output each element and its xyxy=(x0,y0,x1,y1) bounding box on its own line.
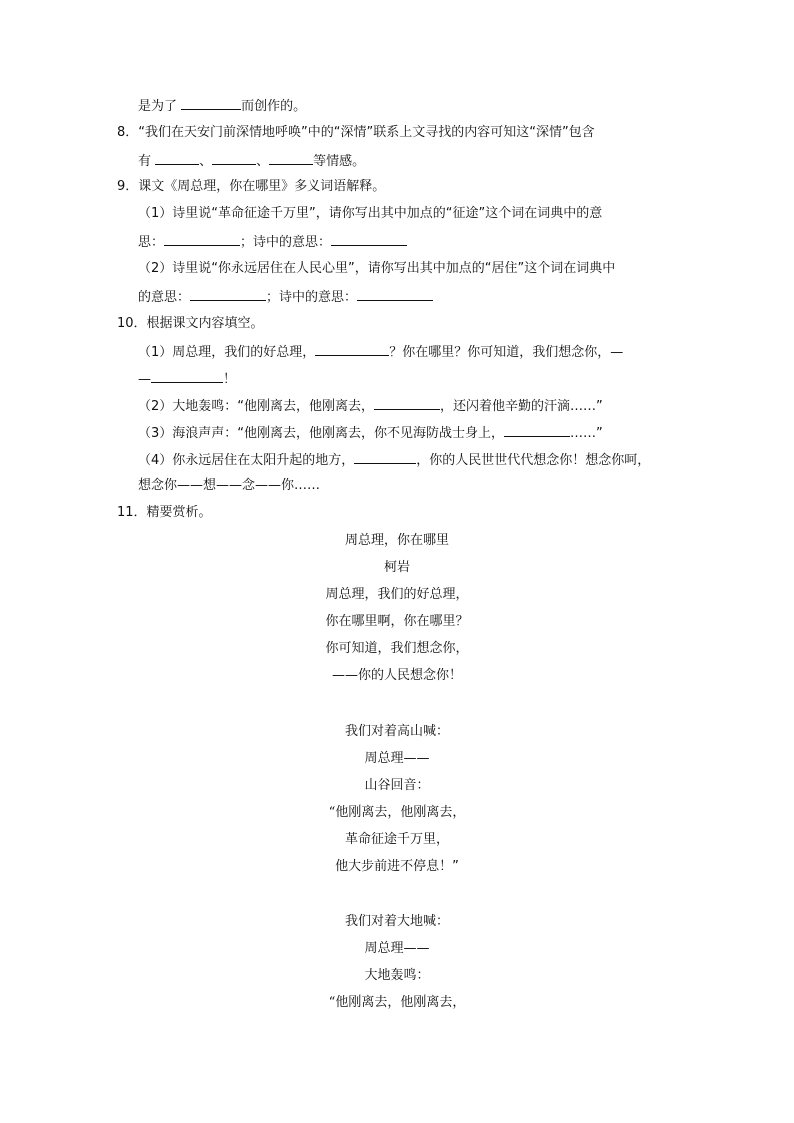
poem-line: 大地轰鸣： xyxy=(364,968,430,983)
poem-line: 你在哪里啊，你在哪里？ xyxy=(325,614,469,629)
poem-line: 革命征途千万里， xyxy=(344,832,449,847)
q10-p1-text-b: ？你在哪里？你可知道，我们想念你，— xyxy=(389,345,624,360)
poem-line: 周总理，我们的好总理， xyxy=(325,587,469,602)
q7-continuation xyxy=(138,96,306,115)
poem-line: 我们对着高山喊： xyxy=(344,724,449,739)
q10-p1-blank-2[interactable] xyxy=(151,369,223,383)
q9-part1-line2 xyxy=(138,232,407,251)
q10-part1-line2 xyxy=(138,369,236,388)
poem-line: 周总理—— xyxy=(364,941,430,956)
q9-p1-label-a: 思： xyxy=(138,235,165,250)
q10-p2-blank[interactable] xyxy=(374,396,440,410)
q10-p2-text-a: （2）大地轰鸣：“他刚离去，他刚离去， xyxy=(138,399,375,414)
q9-p2-label-b: ；诗中的意思： xyxy=(266,290,358,305)
q10-p4-text-a: （4）你永远居住在太阳升起的地方， xyxy=(138,453,355,468)
q10-part2 xyxy=(138,396,603,415)
q8-answer-blank-1[interactable] xyxy=(155,151,199,165)
poem-line: 他大步前进不停息！” xyxy=(335,859,459,874)
q10-p2-text-b: ，还闪着他辛勤的汗滴……” xyxy=(440,399,603,414)
q10-question: 10．根据课文内容填空。 xyxy=(117,316,264,331)
q8-answer-blank-3[interactable] xyxy=(269,151,313,165)
q9-p2-label-a: 的意思： xyxy=(138,290,191,305)
q9-part2-line1: （2）诗里说“你永远居住在人民心里”，请你写出其中加点的“居住”这个词在词典中 xyxy=(138,261,616,276)
q10-p4-text-b: ，你的人民世世代代想念你！想念你呵， xyxy=(416,453,651,468)
poem-line: 你可知道，我们想念你， xyxy=(325,641,469,656)
q11-question: 11．精要赏析。 xyxy=(117,505,212,520)
poem-line: “他刚离去，他刚离去， xyxy=(328,995,466,1010)
q8-sep-2: 、 xyxy=(256,154,270,169)
q9-part1-line1: （1）诗里说“革命征途千万里”，请你写出其中加点的“征途”这个词在词典中的意 xyxy=(138,206,603,221)
q10-part1-line1 xyxy=(138,342,623,361)
q9-p1-dictionary-blank[interactable] xyxy=(164,232,240,246)
q10-p3-text-a: （3）海浪声声：“他刚离去，他刚离去，你不见海防战士身上， xyxy=(138,426,505,441)
q7-text-b: 而创作的。 xyxy=(241,99,307,114)
poem-title: 周总理，你在哪里 xyxy=(344,533,449,548)
q9-p2-dictionary-blank[interactable] xyxy=(190,287,266,301)
q8-answer-blank-2[interactable] xyxy=(212,151,256,165)
q8-continuation xyxy=(138,151,365,170)
q8-text-end: 等情感。 xyxy=(313,154,366,169)
q8-question: 8．“我们在天安门前深情地呼唤”中的“深情”联系上文寻找的内容可知这“深情”包含 xyxy=(117,125,595,140)
q9-part2-line2 xyxy=(138,287,433,306)
poem-line: ——你的人民想念你！ xyxy=(331,668,462,683)
q7-text-a: 是为了 xyxy=(138,99,182,114)
q9-p1-label-b: ；诗中的意思： xyxy=(240,235,332,250)
q10-p1-text-c: — xyxy=(138,372,151,387)
poem-author: 柯岩 xyxy=(383,560,410,575)
q10-part4-line1 xyxy=(138,450,650,469)
q10-p3-text-b: ……” xyxy=(570,426,603,441)
poem-line: 周总理—— xyxy=(364,751,430,766)
q7-answer-blank[interactable] xyxy=(181,96,241,110)
q9-question: 9．课文《周总理，你在哪里》多义词语解释。 xyxy=(117,179,386,194)
q10-part4-line2: 想念你——想——念——你…… xyxy=(138,478,321,493)
q10-p1-blank-1[interactable] xyxy=(315,342,389,356)
q10-p4-blank[interactable] xyxy=(354,450,416,464)
q9-p1-poem-blank[interactable] xyxy=(331,232,407,246)
poem-line: 山谷回音： xyxy=(364,778,430,793)
q8-sep-1: 、 xyxy=(199,154,213,169)
q10-p1-text-d: ！ xyxy=(223,372,237,387)
q8-text-a: 有 xyxy=(138,154,156,169)
q10-p3-blank[interactable] xyxy=(504,423,570,437)
q9-p2-poem-blank[interactable] xyxy=(357,287,433,301)
q10-part3 xyxy=(138,423,603,442)
poem-line: “他刚离去，他刚离去， xyxy=(328,805,466,820)
poem-line: 我们对着大地喊： xyxy=(344,914,449,929)
q10-p1-text-a: （1）周总理，我们的好总理， xyxy=(138,345,316,360)
